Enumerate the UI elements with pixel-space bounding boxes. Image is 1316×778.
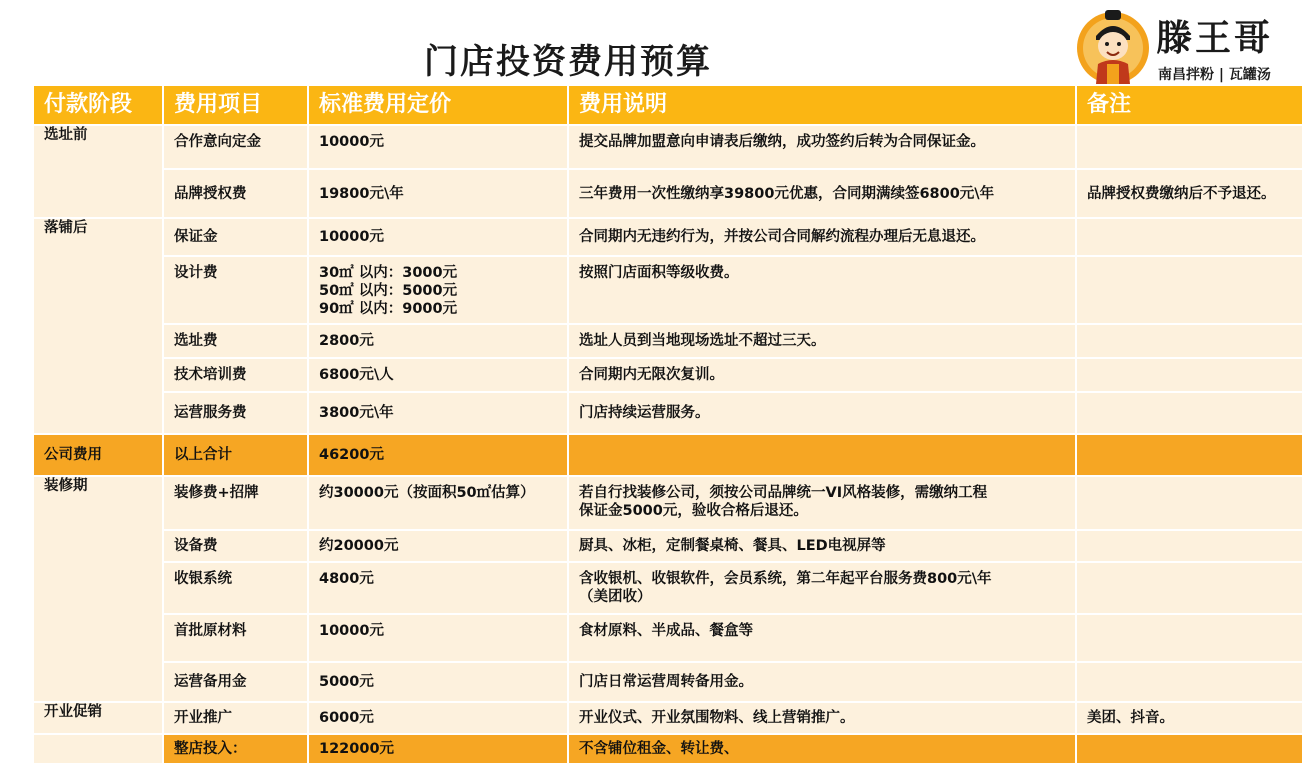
item-cell	[163, 256, 308, 324]
logo-name: 滕王哥	[1156, 18, 1274, 59]
desc-line: 含收银机、收银软件，会员系统，第二年起平台服务费800元\年	[579, 571, 992, 587]
stage-cell	[33, 734, 163, 764]
note-cell	[1076, 614, 1303, 662]
price-line: 90㎡ 以内：9000元	[319, 301, 458, 317]
price-line: 30㎡ 以内：3000元	[319, 265, 458, 281]
desc-line: （美团收）	[579, 589, 652, 605]
item-cell	[163, 125, 308, 169]
note-cell	[1076, 530, 1303, 562]
stage-cell: 开业促销	[33, 702, 163, 734]
price-cell	[308, 562, 568, 614]
note-text	[1087, 126, 1292, 133]
desc-cell	[568, 125, 1076, 169]
note-cell	[1076, 358, 1303, 392]
note-cell	[1076, 562, 1303, 614]
stage-cell: 选址前	[33, 125, 163, 218]
header-item: 费用项目	[163, 85, 308, 125]
price-cell: 2800元	[308, 324, 568, 358]
desc-text: 按照门店面积等级收费。	[579, 265, 739, 281]
price-cell: 3800元\年	[308, 392, 568, 434]
table-row	[33, 702, 1303, 734]
note-cell	[1076, 125, 1303, 169]
item-text: 合作意向定金	[174, 134, 261, 150]
mascot-icon	[1074, 6, 1152, 86]
note-cell	[1076, 434, 1303, 476]
price-cell	[308, 476, 568, 530]
desc-cell: 选址人员到当地现场选址不超过三天。	[568, 324, 1076, 358]
desc-text: 食材原料、半成品、餐盒等	[579, 623, 753, 639]
table-header-row	[33, 85, 1303, 125]
subtotal-row	[33, 434, 1303, 476]
note-cell	[1076, 392, 1303, 434]
item-text: 首批原材料	[174, 623, 247, 639]
price-cell	[308, 614, 568, 662]
desc-line: 保证金5000元，验收合格后退还。	[579, 503, 808, 519]
stage-cell: 公司费用	[33, 434, 163, 476]
price-cell: 19800元\年	[308, 169, 568, 218]
note-cell	[1076, 476, 1303, 530]
price-cell: 5000元	[308, 662, 568, 702]
price-cell: 10000元	[308, 218, 568, 256]
desc-cell: 门店持续运营服务。	[568, 392, 1076, 434]
desc-cell	[568, 614, 1076, 662]
desc-cell	[568, 476, 1076, 530]
table-row	[33, 562, 1303, 614]
note-cell	[1076, 324, 1303, 358]
table-row	[33, 324, 1303, 358]
desc-cell	[568, 562, 1076, 614]
logo-subtitle: 南昌拌粉 | 瓦罐汤	[1158, 67, 1271, 83]
desc-cell: 三年费用一次性缴纳享39800元优惠，合同期满续签6800元\年	[568, 169, 1076, 218]
stage-cell: 装修期	[33, 476, 163, 702]
item-cell: 运营备用金	[163, 662, 308, 702]
note-cell	[1076, 256, 1303, 324]
price-cell: 6800元\人	[308, 358, 568, 392]
price-cell: 约20000元	[308, 530, 568, 562]
price-text: 4800元	[319, 571, 374, 587]
stage-cell: 落铺后	[33, 218, 163, 434]
table-row	[33, 662, 1303, 702]
item-cell	[163, 476, 308, 530]
brand-logo	[1074, 6, 1312, 86]
desc-cell	[568, 434, 1076, 476]
item-text: 装修费+招牌	[174, 485, 259, 501]
desc-cell	[568, 256, 1076, 324]
desc-cell: 开业仪式、开业氛围物料、线上营销推广。	[568, 702, 1076, 734]
header-stage: 付款阶段	[33, 85, 163, 125]
table-row	[33, 256, 1303, 324]
desc-cell: 门店日常运营周转备用金。	[568, 662, 1076, 702]
price-text: 10000元	[319, 134, 384, 150]
table-row	[33, 125, 1303, 169]
desc-text: 提交品牌加盟意向申请表后缴纳，成功签约后转为合同保证金。	[579, 134, 985, 150]
table-row	[33, 476, 1303, 530]
table-row	[33, 169, 1303, 218]
item-text: 收银系统	[174, 571, 232, 587]
price-cell: 6000元	[308, 702, 568, 734]
budget-table	[32, 84, 1304, 765]
table-row	[33, 218, 1303, 256]
note-cell: 品牌授权费缴纳后不予退还。	[1076, 169, 1303, 218]
price-text: 10000元	[319, 623, 384, 639]
note-cell	[1076, 218, 1303, 256]
item-cell	[163, 562, 308, 614]
item-cell: 选址费	[163, 324, 308, 358]
header-price: 标准费用定价	[308, 85, 568, 125]
total-row	[33, 734, 1303, 764]
desc-cell: 合同期内无违约行为，并按公司合同解约流程办理后无息退还。	[568, 218, 1076, 256]
price-cell	[308, 125, 568, 169]
price-cell: 122000元	[308, 734, 568, 764]
page-title: 门店投资费用预算	[424, 42, 712, 82]
price-text: 约30000元（按面积50㎡估算）	[319, 485, 535, 501]
header-desc: 费用说明	[568, 85, 1076, 125]
header-note: 备注	[1076, 85, 1303, 125]
desc-lines	[579, 563, 1065, 606]
item-cell	[163, 614, 308, 662]
table-row	[33, 530, 1303, 562]
item-cell: 以上合计	[163, 434, 308, 476]
price-cell	[308, 256, 568, 324]
desc-cell: 不含铺位租金、转让费、	[568, 734, 1076, 764]
desc-lines	[579, 477, 1065, 520]
note-cell	[1076, 734, 1303, 764]
desc-line: 若自行找装修公司，须按公司品牌统一VI风格装修，需缴纳工程	[579, 485, 988, 501]
price-cell: 46200元	[308, 434, 568, 476]
note-cell	[1076, 662, 1303, 702]
item-cell: 开业推广	[163, 702, 308, 734]
price-lines	[319, 257, 557, 318]
price-line: 50㎡ 以内：5000元	[319, 283, 458, 299]
item-cell: 技术培训费	[163, 358, 308, 392]
item-cell: 运营服务费	[163, 392, 308, 434]
item-cell: 整店投入：	[163, 734, 308, 764]
desc-cell: 厨具、冰柜，定制餐桌椅、餐具、LED电视屏等	[568, 530, 1076, 562]
item-cell: 设备费	[163, 530, 308, 562]
note-cell: 美团、抖音。	[1076, 702, 1303, 734]
desc-cell: 合同期内无限次复训。	[568, 358, 1076, 392]
item-text: 设计费	[174, 265, 218, 281]
table-row	[33, 614, 1303, 662]
table-row	[33, 358, 1303, 392]
item-cell: 品牌授权费	[163, 169, 308, 218]
table-row	[33, 392, 1303, 434]
item-cell: 保证金	[163, 218, 308, 256]
